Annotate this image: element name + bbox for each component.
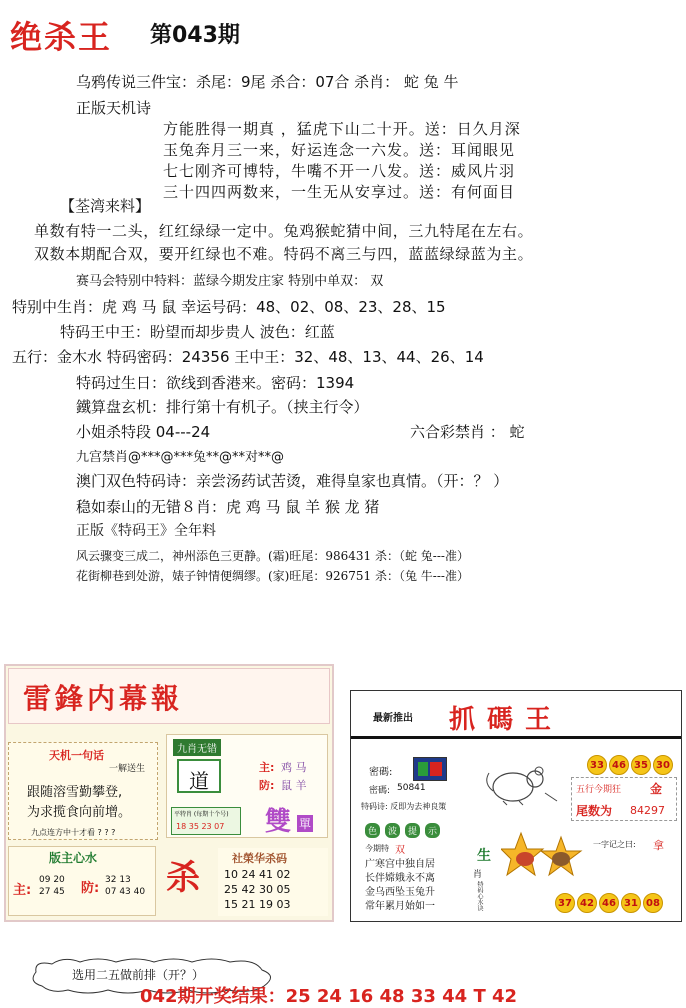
- dan-char: 單: [299, 817, 312, 831]
- tianji-box: [8, 742, 158, 840]
- leifeng-title-bar: [8, 668, 330, 724]
- poem-line-1: 方能胜得一期真 ，猛虎下山二十开。送：日久月深: [163, 120, 521, 138]
- wuxing-line: 五行：金木水 特码密码：24356 王中王：32、48、13、44、26、14: [12, 348, 484, 366]
- bottom-ball-4: 31: [621, 893, 641, 913]
- zhuama-poem-4: 常年累月始如一: [365, 901, 435, 912]
- xiao-char: 肖: [473, 870, 483, 880]
- quanwan-line-1: 单数有特一二头，红红绿绿一定中。兔鸡猴蛇猜中间，三九特尾在左右。: [34, 222, 534, 240]
- tianji-label: 天机一句话: [49, 749, 104, 762]
- tianji-sub: 一解送生: [109, 764, 146, 774]
- brand-title: 绝杀王: [10, 18, 113, 56]
- zhu-label: 主:: [259, 761, 275, 774]
- zhuanjia-box: [166, 734, 328, 838]
- dao-char: 道: [189, 769, 209, 793]
- guoshengri-line: 特码过生日：欲线到香港来。密码：1394: [76, 374, 355, 392]
- zhuanjia-label: 九肖无错: [173, 739, 221, 756]
- tianjishi-title: 正版天机诗: [76, 99, 152, 117]
- bottom-ball-2: 42: [577, 893, 597, 913]
- sedan-label-2: 波: [385, 823, 400, 838]
- fang-value: 鼠 羊: [281, 779, 307, 792]
- fang2-label: 防:: [81, 881, 100, 896]
- shejia-row-1: 10 24 41 02: [224, 868, 291, 881]
- banzhu-nums-2: 27 45: [39, 887, 65, 897]
- xiaojie-line: 小姐杀特段 04---24: [76, 423, 211, 441]
- leifeng-panel: [4, 664, 334, 922]
- yizhi-value: 拿: [653, 839, 664, 852]
- pingte-nums: 18 35 23 07: [176, 822, 225, 831]
- mima-box: [361, 751, 477, 817]
- shejia-box: [218, 848, 328, 916]
- shuang-char: 雙: [265, 807, 292, 837]
- sedan-label-1: 色: [365, 823, 380, 838]
- wuxing-box: [571, 777, 677, 821]
- zhuama-tag: 最新推出: [373, 713, 413, 724]
- zhuama-poem-3: 金乌西坠玉兔升: [365, 887, 435, 898]
- fang-label: 防:: [259, 779, 275, 792]
- temawang-line: 特码王中王：盼望而却步贵人 波色：红蓝: [60, 323, 335, 341]
- zhuama-panel: [350, 690, 682, 922]
- shejia-row-2: 25 42 30 05: [224, 883, 291, 896]
- zhuama-title: 抓碼王: [449, 705, 564, 735]
- quannianliao-line: 正版《特码王》全年料: [76, 523, 216, 539]
- banzhu-nums-4: 07 43 40: [105, 887, 146, 897]
- tebie-shengxiao-line: 特别中生肖：虎 鸡 马 鼠 幸运号码：48、02、08、23、28、15: [12, 298, 446, 316]
- poem-line-2: 玉兔奔月三一来，好运连念一六发。送：耳闻眼见: [163, 141, 516, 159]
- zhu-value: 鸡 马: [281, 761, 307, 774]
- liuhecai-line: 六合彩禁肖 ： 蛇: [410, 423, 525, 441]
- zhu2-label: 主:: [13, 883, 32, 898]
- quanwan-title: 【荃湾来料】: [60, 197, 151, 215]
- dot-line: 九点连方中十才看 ? ? ?: [31, 828, 116, 837]
- dao-card: [177, 759, 221, 793]
- top-ball-2: 46: [609, 755, 629, 775]
- mouse-illustration: [483, 753, 561, 807]
- tianji-text-1: 跟随溶雪勤攀登,: [27, 785, 123, 800]
- huajie-line: 花街柳巷到处游，婊子钟情便绸缪。(家)旺尾：926751 杀：（兔 牛---准）: [76, 569, 469, 583]
- pingte-label: 平特肖 (每期十个号): [174, 811, 229, 818]
- wuxing-label: 五行今期狂: [576, 785, 622, 795]
- pingte-box: [171, 807, 241, 835]
- logo-icon: [413, 757, 447, 781]
- rooster-illustration: [501, 829, 585, 887]
- poem-line-3: 七七刚齐可博特，牛嘴不开一八发。送：威风片羽: [163, 162, 516, 180]
- code-label: 密碼:: [369, 786, 391, 796]
- sha-char: 杀: [166, 858, 200, 898]
- jin-char: 金: [650, 782, 663, 796]
- aomen-line: 澳门双色特码诗：亲尝汤药试苦烫，难得皇家也真情。（开：？ ）: [76, 472, 509, 490]
- top-ball-1: 33: [587, 755, 607, 775]
- yizhi-label: 一字记之曰:: [593, 840, 636, 849]
- sedan-label-4: 示: [425, 823, 440, 838]
- draw-result: 042期开奖结果：25 24 16 48 33 44 T 42: [140, 986, 518, 1007]
- tianji-text-2: 为求揽食向前增。: [27, 805, 132, 820]
- sanjianbao-line: 乌鸦传说三件宝：杀尾：9尾 杀合：07合 杀肖： 蛇 兔 牛: [76, 73, 459, 91]
- shejia-row-3: 15 21 19 03: [224, 898, 291, 911]
- bottom-ball-3: 46: [599, 893, 619, 913]
- banzhu-box: [8, 846, 156, 916]
- shejia-title: 社榮华杀码: [232, 852, 287, 865]
- weishu-label: 尾数为: [576, 804, 613, 818]
- tema-xin: 特码心水诀: [476, 881, 483, 911]
- leifeng-title: 雷鋒内幕報: [23, 682, 184, 715]
- sheng-char: 生: [477, 848, 491, 864]
- top-ball-3: 35: [631, 755, 651, 775]
- banzhu-nums-3: 32 13: [105, 875, 131, 885]
- bottom-ball-5: 08: [643, 893, 663, 913]
- issue-number: 第043期: [150, 23, 240, 48]
- jinqi-label: 今期特: [365, 844, 389, 853]
- wenru-line: 稳如泰山的无错８肖：虎 鸡 马 鼠 羊 猴 龙 猪: [76, 498, 380, 516]
- mima-label: 密碼:: [369, 767, 393, 778]
- tema-shi: 特码诗: 反即为去神良策: [361, 802, 447, 811]
- zhuama-poem-2: 长伴嫦娥永不离: [365, 873, 435, 884]
- saimahui-line: 赛马会特别中特料：蓝绿今期发庄家 特别中单双： 双: [76, 274, 384, 289]
- banzhu-nums-1: 09 20: [39, 875, 65, 885]
- quanwan-line-2: 双数本期配合双，要开红绿也不难。特码不离三与四，蓝蓝绿绿蓝为主。: [34, 245, 534, 263]
- bubble-text: 选用二五做前排（开？）: [72, 968, 205, 982]
- tiesuanpan-line: 鐵算盘玄机：排行第十有机子。（挟主行令）: [76, 398, 369, 416]
- poem-line-4: 三十四四两数来，一生无从安享过。送：有何面目: [163, 183, 516, 201]
- code-value: 50841: [397, 783, 426, 793]
- fengyun-line: 风云骤变三成二，神州添色三更静。(霜)旺尾：986431 杀：（蛇 兔---准）: [76, 549, 469, 563]
- sedan-label-3: 提: [405, 823, 420, 838]
- zhuama-poem-1: 广寒宫中独自居: [365, 859, 435, 870]
- top-ball-4: 30: [653, 755, 673, 775]
- zhuama-header: [351, 691, 681, 739]
- jiugong-line: 九宫禁肖@***@***兔**@**对**@: [76, 450, 285, 465]
- sedan-value: 双: [395, 845, 405, 856]
- bottom-ball-1: 37: [555, 893, 575, 913]
- banzhu-label: 版主心水: [49, 851, 98, 865]
- weishu-value: 84297: [630, 804, 665, 817]
